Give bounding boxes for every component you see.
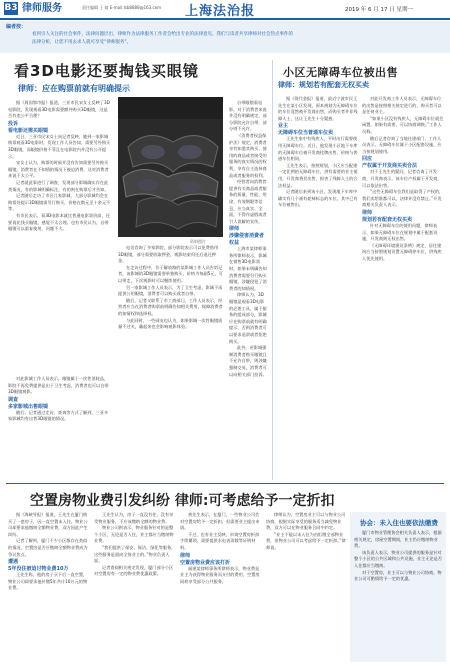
- paragraph: 律师认为，空置房业主可以与物业公司协商，根据实际享受的服务适当减免物业费，双方可以在物业服务合同中约定。: [266, 512, 346, 531]
- subhead: 涉嫌侵害消费者权益: [229, 233, 265, 247]
- paragraph: 上海市某律师事务所律师表示，影城在销售3D电影票时，如果未明确告知消费者需要另行购买眼镜，涉嫌侵犯了消费者的知情权。: [229, 246, 267, 291]
- paragraph: 另一家影城工作人员表示，为了卫生考虑，影城不再提供公用眼镜，消费者可以购买或者自带。: [118, 284, 223, 297]
- paragraph: 记者就此事进行了调查，发现部分影城确实存在此类情况，有的影城明确标注，有的则在购票后才告知。: [8, 179, 109, 192]
- editor-note-line: 看到引人关注的社会事件，法律问题层出，律师作为法律服务工作者会给出专业的法律意见。我们与读者共享律师对社会热点事件的: [32, 32, 293, 37]
- paragraph: 针对无障碍车位的使用问题，律师表示，如果无障碍车位在规划中属于配套设施，开发商则无权出售。: [362, 222, 438, 242]
- paragraph: 该负责人表示，物业公司提供的服务是针对整个小区的公共区域和公共设施，业主无论是否入住都应当缴纳。: [354, 549, 442, 568]
- article1-column-1b: [8, 376, 111, 476]
- article1-photo: [118, 97, 223, 237]
- paragraph: 电话咨询了多家影院，部分影院表示可以免费借用3D眼镜，部分需要收取押金，观影结束归还后退还押金。: [118, 245, 219, 264]
- paragraph: 记者随后来到该小区，发现地下车库中确实有几个画有轮椅标志的车位，其中已有车位被售出。: [278, 189, 358, 208]
- 3d-glasses-photo-icon: [118, 97, 223, 237]
- subhead: 律师: [180, 552, 191, 559]
- subhead: 律师: [362, 209, 373, 216]
- subhead: 律师: [229, 226, 240, 233]
- subhead: 产权属于开发商买卖合法: [362, 163, 418, 170]
- paragraph: 记者随后走访了市区几家影城，大部分影城均会在购票处提示3D眼镜需另行购买，价格在数元至十余元不等。: [8, 193, 111, 212]
- article1-title: 看3D电影还要掏钱买眼镜: [14, 62, 199, 80]
- paragraph: 不过，也有业主反映，申请空置房折扣手续繁琐，需要提供水电表读数等证明材料。: [180, 531, 260, 550]
- paragraph: 对此影城工作人员表示，眼镜属于一次性消耗品，影院不再免费提供是出于卫生考虑，消费者也可以自带3D眼镜观影。: [8, 376, 109, 395]
- paragraph: 王先生家中有残疾人，平时出行需要使用无障碍车位。近日，他发现小区地下车库的无障碍车位被开发商挂牌出售，价格与普通车位相同。: [278, 136, 358, 162]
- paragraph: “这些无障碍车位我们是取得了产权的，我们卖给谁都可以，法律并没有禁止。”开发商相关负责人表示。: [362, 189, 444, 208]
- article2-column-2: [362, 96, 444, 477]
- paragraph: 黄先生表示，在厦门，一些物业公司会对空置房给予一定折扣，但需要业主提出申请。: [180, 512, 260, 531]
- subhead: 投诉: [8, 120, 19, 127]
- editor-note-box: [0, 21, 450, 53]
- paragraph: 此外，若影城强制消费者购买眼镜且不允许自带，则涉嫌强制交易，消费者可以向相关部门投诉。: [229, 345, 267, 377]
- paragraph: 自带眼镜看电影，对于消费者来说并没有明确规定，部分影院允许自带，部分则不允许。: [229, 100, 267, 132]
- issue-date: 2019 年 6 月 17 日 星期一: [345, 7, 413, 13]
- section-name: 律师服务: [22, 3, 62, 14]
- paragraph: 对于王先生的疑问，记者咨询了开发商，开发商表示，该车位产权属于开发商，可以依法出售。: [362, 169, 442, 188]
- paragraph: “如果小区没有残疾人，无障碍车位就会闲置，如果有需要，可以协商调换。”工作人员称。: [362, 115, 444, 134]
- article3-column-4: [266, 512, 346, 664]
- paragraph: 与此同时，一些网友也认为，如果影城一次性眼镜质量不过关，戴起来也会影响观影体验。: [118, 317, 223, 330]
- article2-title: 小区无障碍车位被出售: [283, 66, 398, 79]
- article3-title: 空置房物业费引发纠纷 律师:可考虑给予一定折扣: [30, 493, 335, 509]
- sidebar-body: [354, 530, 442, 660]
- subhead: 业主: [278, 123, 289, 130]
- page-number-badge: B3: [4, 3, 18, 13]
- paragraph: 宋女士认为，购票的时候并没有告知需要另外购买眼镜，消费者在不知情的情况下被迫消费，这对消费者来说不太公平。: [8, 160, 109, 179]
- article3-column-2: [94, 512, 176, 664]
- subhead: 空置房物业费应该打折: [180, 559, 231, 566]
- paragraph: 律师认为，3D眼镜是观看3D电影的必要工具，属于服务的组成部分，影城应在购票前就有明确提示，否则消费者可以要求退票或者拒绝购买。: [229, 292, 267, 344]
- paragraph: 据《现代金报》报道，最近宁波市民王先生在某小区发现，原本规划为无障碍车位的车位竟然被开发商出售，而购买者并非残障人士，这让王先生十分疑惑。: [278, 96, 358, 121]
- paper-name: 上海法治报: [185, 4, 256, 19]
- subhead: 看电影还需买眼镜: [8, 127, 49, 134]
- article1-column-2: [118, 245, 223, 477]
- subhead: 调查: [8, 396, 19, 403]
- sidebar-title: 协会：未入住也要依法缴费: [360, 519, 438, 527]
- paragraph: “业主不能以未入住为由拒缴全部物业费，但物业公司可以考虑给予一定折扣。”律师说。: [266, 531, 346, 550]
- paragraph: 据《海峡导报》报道，王先生在厦门购买了一套房子，因一直空置未入住，物业公司却要求他缴纳全额物业费，双方因此产生纠纷。: [8, 512, 88, 537]
- paragraph: 随后记者咨询了当地住建部门，工作人员表示，无障碍车位属于小区配套设施，应当按规划使用。: [362, 135, 442, 154]
- subhead: 规划若有配套无权买卖: [362, 216, 413, 223]
- paragraph: 有市民表示，看3D电影本就比普通电影票价高，还要再花钱买眼镜，感觉不太合理。也有市民认为，自带眼镜可以重复使用，问题不大。: [8, 212, 110, 232]
- article1-column-1: [8, 100, 111, 372]
- paragraph: 记者了解到，厦门不少小区都存在类似的情况，空置房是否应缴纳全额物业费成为争议焦点。: [8, 538, 88, 557]
- paragraph: 厦门市物业管理协会相关负责人表示，根据相关规定，房屋空置期间，业主仍应缴纳物业费。: [354, 530, 442, 549]
- paragraph: 对于空置房，业主可以与物业公司协商，物业公司可酌情给予一定的优惠。: [354, 569, 442, 582]
- article3-column-1: [8, 512, 90, 664]
- paragraph: 经营者向消费者提供有关商品或者服务的质量、性能、用途、有效期限等信息，应当真实、全面，不得作虚假或者引人误解的宣传。: [229, 179, 267, 224]
- paragraph: “我们提供了保安、保洁、绿化等服务，这些服务是面向全体业主的。”物业负责人说。: [94, 544, 176, 564]
- article1-column-3: [229, 100, 267, 477]
- paragraph: 物业公司则表示，物业服务针对的是整个小区，无论是否入住，业主都应当缴纳物业费。: [94, 525, 174, 544]
- subhead: 5年没住被追讨物业费10万: [8, 566, 69, 573]
- article2-column-1: [278, 96, 358, 477]
- paragraph: 在走访过程中，位于解放路的某影城工作人员告诉记者，该影城的3D眼镜需要单独购买，价格为每副5元，可以带走，下次观影时可以继续使用。: [118, 264, 223, 283]
- article3-column-3: [180, 512, 262, 664]
- column-divider: [272, 60, 273, 480]
- section-rule: [6, 483, 444, 484]
- article1-subtitle: 律师：应在购票前就有明确提示: [18, 84, 130, 93]
- editor-line: 责任编辑 王 婧 E-mail:lsb8888@163.com: [82, 5, 162, 10]
- subhead: 回应: [362, 156, 373, 163]
- paragraph: 近日，三亚市民宋女士向记者反映，她到一家影城购票观看3D电影时，发现工作人员告知，需要另外购买3D眼镜，而眼镜价格不菲且在电影院内并没有公开提示。: [8, 133, 111, 159]
- paragraph: 王先生认为，房子一直没有住，没有享受物业服务，不应该缴纳全额的物业费。: [94, 512, 174, 524]
- paragraph: 福建某律师事务所律师表示，物业费是业主为获得物业服务而支付的费用，空置房同样享受部分公共服务。: [180, 565, 260, 584]
- subhead: 多家影城出售眼镜: [8, 403, 49, 410]
- paragraph: 对此开发商工作人员表示，无障碍车位的出售是按照相关规定进行的，购买者可以是任何业主。: [362, 96, 442, 115]
- editor-note-line: 法律分析，让您不用去求人就可享受“律师服务”。: [32, 40, 132, 45]
- paragraph: 王先生称，他的房子买下后一直空置，物业公司却要求他补缴5年共计10万元的物业费。: [8, 572, 88, 591]
- paragraph: 《消费者权益保护法》规定，消费者享有知悉其购买、使用的商品或者接受的服务的真实情况的权利，享有自主选择商品或者服务的权利。: [229, 132, 267, 178]
- subhead: 遭遇: [8, 559, 19, 566]
- paragraph: 随后，记者通过走访、查询等方式了解到，三亚多家影城均有出售3D眼镜的情况。: [8, 409, 109, 422]
- editor-note-label: 编者按：: [6, 24, 27, 30]
- paragraph: 随后，记者又联系了市工商部门，工作人员表示，经营者应当在消费者购票前明确告知相关费用，保障消费者的知情权和选择权。: [118, 297, 223, 316]
- photo-caption: 资料图片: [190, 239, 206, 244]
- paragraph: 记者查阅相关规定发现，厦门部分小区对空置房有一定的物业费优惠政策。: [94, 564, 174, 577]
- article2-subtitle: 律师：规划若有配套无权买卖: [278, 81, 369, 89]
- paragraph: 《无障碍环境建设条例》规定，居住建筑应当按照规划设置无障碍停车位，供残疾人优先使用。: [362, 242, 442, 261]
- subhead: 无障碍车位当普通车位卖: [278, 130, 334, 137]
- paragraph: 据《周国鄂市报》报道，三亚市民宋女士反映了3D电影院，发现观看3D电影需要额外购买3D眼镜，这是否有违公平合理？: [8, 100, 110, 119]
- paragraph: 王先生表示，按照规划，小区应当配建一定比例的无障碍车位，供有需要的业主使用，开发商将其出售，损害了残障人士的合法权益。: [278, 162, 358, 188]
